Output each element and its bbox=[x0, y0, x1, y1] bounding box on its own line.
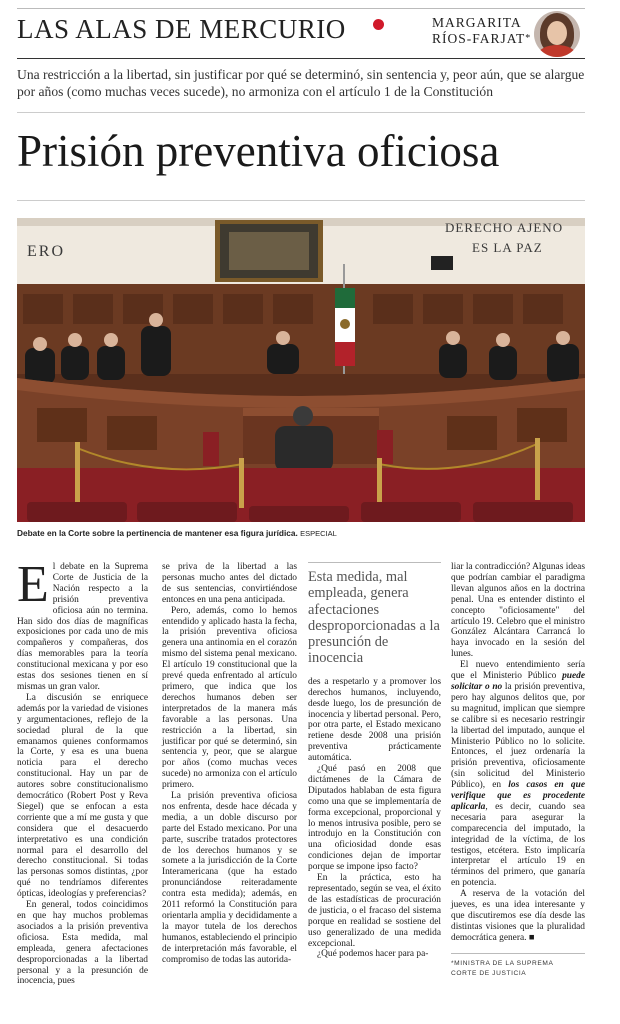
body-column-3 bbox=[308, 562, 441, 960]
caption-text: Debate en la Corte sobre la pertinencia de mantener esa figura jurídica. bbox=[17, 528, 298, 538]
body-paragraph: A reserva de la votación del jueves, es una idea interesante y que discutiremos ese día desde las distintas visiones que la pluralidad democrática genera. ■ bbox=[451, 889, 585, 943]
body-paragraph: El nuevo entendimiento sería que el Ministerio Público puede solicitar o no la prisión preventiva, pero hay algunos delitos que, por su magnitud, implican que siempre se calibre si es necesario restringir la libertad del imputado, aunque el Ministerio Público no lo solicite. Entonces, el juez ordenaría la prisión preventiva, oficiosamente (sin solicitud del Ministerio Público), en los casos en que verifique que es procedente aplicarla, es decir, cuando sea necesaria para asegurar la comparecencia del imputado, la integridad de la víctima, de los testigos, etcétera. Esto implicaría interpretar el artículo 19 en términos del primero, que ganaría en potencia. bbox=[451, 660, 585, 889]
photo-caption bbox=[17, 527, 585, 540]
headline-top-rule bbox=[17, 112, 585, 113]
drop-cap: E bbox=[17, 556, 49, 613]
body-column-1 bbox=[17, 556, 148, 987]
footnote-line-1: *MINISTRA DE LA SUPREMA bbox=[451, 959, 554, 967]
body-paragraph: des a respetarlo y a promover los derechos humanos, incluyendo, desde luego, los de presunción de inocencia y libertad personal. Pero, por otra parte, el Estado mexicano retiene desde 2008 una prisión preventiva prácticamente automática. bbox=[308, 676, 441, 764]
author-footnote bbox=[451, 953, 585, 979]
red-dot-icon bbox=[373, 19, 384, 30]
end-mark-icon: ■ bbox=[528, 932, 535, 943]
body-paragraph: La prisión preventiva oficiosa nos enfrenta, desde hace década y media, a un doble discurso por parte del Estado mexicano. Por una parte, suscribe tratados protectores de los derechos humanos y se somete a la jurisdicción de la Corte Interamericana (que ha estado pronunciándose reiteradamente contra esta medida); además, en 2011 reformó la Constitución para orientarla amplia y decididamente a la mayor tutela de los derechos humanos, estableciendo el principio de interpretación más favorable, el compromiso de todas las autorida- bbox=[162, 791, 297, 965]
pull-quote: Esta medida, mal empleada, genera afectaciones desproporcionadas a la presunción de inocencia bbox=[308, 562, 441, 667]
body-paragraph: liar la contradicción? Algunas ideas que podrían cambiar el paradigma llevan algunos años en la doctrina penal. Una es entender distinto el concepto "oficiosamente" del artículo 19. Celebro que el ministro González Alcántara Carrancá lo haya invocado en la sesión del lunes. bbox=[451, 562, 585, 660]
author-last-name: RÍOS-FARJAT* bbox=[432, 31, 532, 46]
body-paragraph: La discusión se enriquece además por la variedad de visiones y argumentaciones, reflejo de la sociedad plural de la que emanamos quienes conformamos la Corte, y esa es una buena noticia para el derecho constitucional. Hay un par de autores sobre constitucionalismo democrático (Robert Post y Reva Siegel) que se enfocan a esta corriente que a mí me gusta y que considera que el desacuerdo interpretativo es una condición normal para el desarrollo del derecho constitucional. Si todas las personas somos distintas, ¿por qué no tendríamos diferentes ópticas, ideologías y preferencias? bbox=[17, 692, 148, 900]
body-paragraph: ¿Qué podemos hacer para pa- bbox=[317, 949, 429, 960]
footnote-line-2: CORTE DE JUSTICIA bbox=[451, 969, 527, 977]
body-paragraph: se priva de la libertad a las personas mucho antes del dictado de sus sentencias, convirtiéndose entonces en una pena anticipada. bbox=[162, 562, 297, 605]
author-byline bbox=[432, 15, 531, 47]
emphasis-text: puede solicitar o no bbox=[451, 671, 585, 692]
emphasis-text: los casos en que verifique que es procedente aplicarla bbox=[451, 780, 585, 812]
body-paragraph: En la práctica, esto ha representado, según se vea, el éxito de las estadísticas de procuración de justicia, o el fracaso del sistema porque en realidad se sostiene del uso generalizado de una medida excepcional. bbox=[308, 873, 441, 949]
wall-inscription-right-1: DERECHO AJENO bbox=[445, 220, 564, 235]
body-paragraph: ¿Qué pasó en 2008 que dictámenes de la Cámara de Diputados hablaban de esta figura como una que se implementaría de forma excepcional, proporcional y lo menos intrusiva posible, pero se introdujo en la Constitución con una oficiosidad donde esas condiciones dejan de importar porque se impone ipso facto? bbox=[308, 764, 441, 873]
wall-inscription-left: ERO bbox=[27, 243, 65, 260]
body-paragraph: En general, todos coincidimos en que hay muchos problemas asociados a la prisión preventiva oficiosa. Esta medida, mal empleada, genera afectaciones desproporcionadas a la libertad personal y a la presunción de inocencia, pues bbox=[17, 900, 148, 987]
wall-inscription-right-2: ES LA PAZ bbox=[472, 240, 543, 255]
body-paragraph: El debate en la Suprema Corte de Justicia de la Nación respecto a la prisión preventiva oficiosa aún no termina. Han sido dos días de magníficas exposiciones por cada uno de mis compañeros y compañeras, dos días memorables para la teoría constitucional mexicana y por eso estas dos sesiones tienen en sí mismas un gran valor. bbox=[17, 556, 148, 692]
top-rule bbox=[17, 8, 585, 9]
author-footnote-mark: * bbox=[525, 33, 532, 44]
article-deck: Una restricción a la libertad, sin justificar por qué se determinó, sin sentencia y, peor aún, que se alargue por años (como muchas veces sucede), no armoniza con el artículo 1 de la Constitución bbox=[17, 67, 585, 99]
article-headline: Prisión preventiva oficiosa bbox=[17, 126, 500, 176]
author-first-name: MARGARITA bbox=[432, 15, 522, 30]
author-portrait bbox=[534, 11, 580, 57]
caption-credit: ESPECIAL bbox=[300, 529, 337, 538]
headline-bottom-rule bbox=[17, 200, 585, 201]
body-column-2 bbox=[162, 562, 297, 966]
court-session-photo bbox=[17, 218, 585, 522]
section-title: LAS ALAS DE MERCURIO bbox=[17, 14, 346, 44]
body-column-4 bbox=[451, 562, 585, 979]
header-rule bbox=[17, 58, 585, 59]
body-paragraph: Pero, además, como lo hemos entendido y aplicado hasta la fecha, la prisión preventiva oficiosa genera una antinomia en el corazón mismo del sistema penal mexicano. El artículo 19 constitucional que la prevé queda enfrentado al artículo primero, que indica que los derechos humanos deben ser interpretados de la manera más favorable a las personas. Una restricción a la libertad, sin justificar por qué se determinó, sin sentencia y, peor, que se alargue por años (como muchas veces sucede) no armoniza con el artículo primero. bbox=[162, 605, 297, 791]
